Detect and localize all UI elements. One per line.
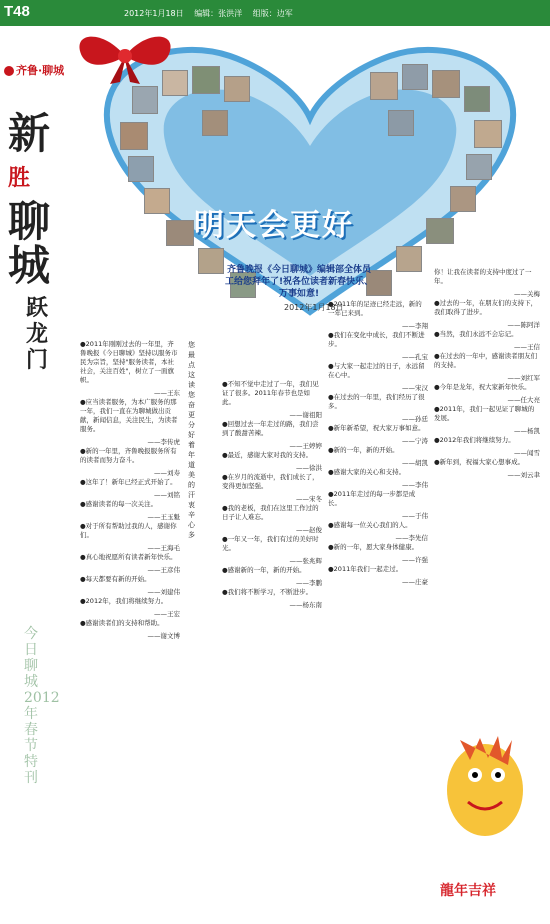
staff-photo bbox=[370, 72, 398, 100]
article-paragraph: ●我们将不断学习，不断进步。 bbox=[222, 588, 313, 596]
article-paragraph: ●2011年我们一起走过。 bbox=[328, 565, 403, 573]
article-paragraph: ●新年到，祝福大家心想事成。 bbox=[434, 458, 525, 466]
poem-char: 年 bbox=[188, 451, 195, 459]
article-signature: ——李翔 bbox=[402, 322, 428, 330]
article-paragraph: ●我们在变化中成长，我们不断进步。 bbox=[328, 331, 425, 348]
poem-char: 这 bbox=[188, 371, 195, 379]
masthead-title bbox=[8, 109, 70, 290]
article-paragraph: ●2011年刚刚过去的一年里，齐鲁晚报《今日聊城》坚持以服务市民为宗旨，坚持"服务读者，本社社会，关注百姓"，树立了一面旗帜。 bbox=[80, 340, 178, 384]
article-signature: ——于伟 bbox=[402, 512, 428, 520]
article-paragraph: ●在岁月的流逝中，我们成长了，变得更加坚强。 bbox=[222, 473, 319, 490]
page-number: T48 bbox=[4, 3, 30, 20]
article-paragraph: ●回想过去一年走过的路，我们尝到了酸甜苦辣。 bbox=[222, 420, 319, 437]
headline-slogan: 明天会更好 bbox=[194, 208, 354, 243]
article-signature: ——杨东南 bbox=[289, 601, 322, 609]
poem-char: 读 bbox=[188, 381, 195, 389]
article-paragraph: ●2011年，我们一起见证了聊城的发展。 bbox=[434, 405, 535, 422]
article-signature: ——庄豪 bbox=[402, 578, 428, 586]
article-paragraph: ●今年是龙年，祝大家新年快乐。 bbox=[434, 383, 531, 391]
article-signature: ——赵俊 bbox=[296, 526, 322, 534]
article-signature: ——王彦伟 bbox=[147, 566, 180, 574]
article-signature: ——宋汉 bbox=[402, 384, 428, 392]
newspaper-logo bbox=[4, 62, 64, 78]
article-signature: ——李伟 bbox=[402, 481, 428, 489]
article-signature: ——孔宝 bbox=[402, 353, 428, 361]
article-signature: ——刘寿 bbox=[154, 469, 180, 477]
title-char-1: 新 bbox=[8, 109, 51, 158]
article-signature: ——许强 bbox=[402, 556, 428, 564]
staff-photo bbox=[388, 110, 414, 136]
logo-text: 齐鲁·聊城 bbox=[16, 64, 65, 77]
staff-photo bbox=[132, 86, 158, 114]
poem-char: 心 bbox=[188, 521, 195, 529]
article-paragraph: ●2012年我们将继续努力。 bbox=[434, 436, 515, 444]
title-char-3: 城 bbox=[8, 241, 51, 290]
article-signature: ——孙廷 bbox=[402, 415, 428, 423]
article-paragraph: ●2011年的足迹已经走远，新的一年已来到。 bbox=[328, 300, 422, 317]
article-paragraph: ●新的一年，愿大家身体健康。 bbox=[328, 543, 419, 551]
article-column-2 bbox=[222, 380, 322, 920]
staff-photo bbox=[396, 246, 422, 272]
author-name bbox=[26, 296, 54, 374]
article-paragraph: ●在过去的一年里，我们经历了很多。 bbox=[328, 393, 425, 410]
staff-photo bbox=[128, 156, 154, 182]
article-paragraph: ●一年又一年，我们有过的美好时光。 bbox=[222, 535, 319, 552]
article-signature: ——谢文博 bbox=[147, 632, 180, 640]
article-signature: ——胡凯 bbox=[402, 459, 428, 467]
article-signature: ——王信 bbox=[514, 343, 540, 351]
article-signature: ——陈阿洋 bbox=[507, 321, 540, 329]
article-signature: ——刘云聿 bbox=[507, 471, 540, 479]
poem-char: 多 bbox=[188, 531, 195, 539]
article-signature: ——刘红军 bbox=[507, 374, 540, 382]
designer-credit: 组版：边军 bbox=[252, 9, 293, 18]
article-paragraph: ●不知不觉中走过了一年，我们见证了很多。2011年春节也是如此。 bbox=[222, 380, 319, 406]
staff-photo bbox=[202, 110, 228, 136]
article-paragraph: ●真心地祝愿所有读者新年快乐。 bbox=[80, 553, 177, 561]
article-signature: ——刘建伟 bbox=[147, 588, 180, 596]
staff-photo bbox=[402, 64, 428, 90]
header-meta bbox=[124, 8, 301, 19]
article-paragraph: ●在过去的一年中，感谢读者朋友们的支持。 bbox=[434, 352, 538, 369]
article-paragraph: ●当然，我们永远不会忘记。 bbox=[434, 330, 518, 338]
poem-char: 最 bbox=[188, 351, 195, 359]
article-signature: ——王东 bbox=[154, 389, 180, 397]
article-signature: ——李鹏 bbox=[296, 579, 322, 587]
article-paragraph: ●新的一年里，齐鲁晚报服务所有的读者而努力奋斗。 bbox=[80, 447, 177, 464]
poem-char: 您 bbox=[188, 391, 195, 399]
staff-photo bbox=[464, 86, 490, 112]
staff-photo bbox=[162, 70, 188, 96]
poem-char: 衷 bbox=[188, 501, 195, 509]
staff-photo bbox=[166, 220, 194, 246]
article-paragraph: ●每天都要有新的开始。 bbox=[80, 575, 151, 583]
article-paragraph: ●2012年，我们将继续努力。 bbox=[80, 597, 168, 605]
author-char: 跃 bbox=[26, 296, 49, 321]
poem-char: 辛 bbox=[188, 511, 195, 519]
poem-char: 更 bbox=[188, 411, 195, 419]
article-signature: ——刘铭 bbox=[154, 491, 180, 499]
poem-char: 汗 bbox=[188, 491, 195, 499]
article-paragraph: ●这年了！新年已经正式开始了。 bbox=[80, 478, 177, 486]
title-char-red: 胜 bbox=[8, 165, 31, 191]
article-signature: ——谢祖阳 bbox=[289, 411, 322, 419]
logo-icon bbox=[4, 66, 14, 76]
poem-char: 奋 bbox=[188, 401, 195, 409]
article-column-3 bbox=[328, 300, 428, 920]
article-column-1 bbox=[80, 340, 180, 920]
staff-photo bbox=[198, 248, 224, 274]
article-paragraph: ●新的一年，新的开始。 bbox=[328, 446, 399, 454]
poem-char: 美 bbox=[188, 471, 195, 479]
staff-photo bbox=[144, 188, 170, 214]
article-paragraph: ●过去的一年，在朋友们的支持下，我们取得了进步。 bbox=[434, 299, 538, 316]
article-signature: ——关梅 bbox=[514, 290, 540, 298]
dragon-mascot-icon bbox=[430, 720, 540, 870]
staff-photo bbox=[192, 66, 220, 94]
staff-photo bbox=[426, 218, 454, 244]
editor-credit: 编辑：张洪洋 bbox=[194, 9, 243, 18]
article-paragraph: ●感谢读者们的支持和帮助。 bbox=[80, 619, 164, 627]
poem-char: 分 bbox=[188, 421, 195, 429]
staff-photo bbox=[450, 186, 476, 212]
article-paragraph: ●与大家一起走过的日子，永远留在心中。 bbox=[328, 362, 425, 379]
article-paragraph: ●对于所有帮助过我的人，感谢你们。 bbox=[80, 522, 177, 539]
article-signature: ——闻雪 bbox=[514, 449, 540, 457]
staff-photo bbox=[224, 76, 250, 102]
vertical-poem bbox=[188, 340, 218, 540]
page-header bbox=[0, 0, 550, 26]
article-paragraph: ●感谢大家的关心和支持。 bbox=[328, 468, 406, 476]
poem-char: 道 bbox=[188, 461, 195, 469]
article-signature: ——张兆辉 bbox=[289, 557, 322, 565]
article-paragraph: ●感谢新的一年，新的开始。 bbox=[222, 566, 306, 574]
article-paragraph: ●我的老板，我们在这里工作过的日子让人难忘。 bbox=[222, 504, 319, 521]
article-paragraph: ●2011年走过的每一步都是成长。 bbox=[328, 490, 416, 507]
article-signature: ——李先信 bbox=[395, 534, 428, 542]
title-char-2: 聊 bbox=[8, 197, 51, 246]
article-paragraph: ●新年新希望，祝大家万事如意。 bbox=[328, 424, 425, 432]
article-signature: ——任大亮 bbox=[507, 396, 540, 404]
staff-photo bbox=[466, 154, 492, 180]
poem-char: 好 bbox=[188, 431, 195, 439]
poem-char: 着 bbox=[188, 441, 195, 449]
staff-photo bbox=[120, 122, 148, 150]
article-paragraph: ●最近，感谢大家对我的支持。 bbox=[222, 451, 313, 459]
article-paragraph: 你！让我在读者的支持中度过了一年。 bbox=[434, 268, 532, 285]
greeting-message: 齐鲁晚报《今日聊城》编辑部全体员工给您拜年了!祝各位读者新春快乐、万事如意! bbox=[224, 265, 374, 299]
article-signature: ——王宏 bbox=[154, 610, 180, 618]
left-masthead-column bbox=[0, 26, 70, 924]
poem-char: 的 bbox=[188, 481, 195, 489]
article-signature: ——王海毛 bbox=[147, 544, 180, 552]
article-signature: ——李传虎 bbox=[147, 438, 180, 446]
article-signature: ——宋冬 bbox=[296, 495, 322, 503]
article-paragraph: ●应当读者服务，为本广服务的那一年，我们一直在为聊城做出贡献，新闻信息，关注民生，为读者服务。 bbox=[80, 398, 178, 433]
greeting-date: 2012年1月18日 bbox=[284, 303, 344, 312]
article-signature: ——王玉魁 bbox=[147, 513, 180, 521]
poem-char: 您 bbox=[188, 341, 195, 349]
article-signature: ——徐洪 bbox=[296, 464, 322, 472]
author-char: 门 bbox=[26, 348, 49, 373]
article-column-4 bbox=[434, 268, 540, 718]
special-issue-tag: 今日聊城2012年春节特刊 bbox=[24, 626, 60, 786]
staff-photo bbox=[474, 120, 502, 148]
author-char: 龙 bbox=[26, 322, 49, 347]
dragon-year-badge: 龍年吉祥 bbox=[440, 883, 496, 899]
article-signature: ——杨凯 bbox=[514, 427, 540, 435]
poem-char: 点 bbox=[188, 361, 195, 369]
article-paragraph: ●感谢读者的每一次关注。 bbox=[80, 500, 158, 508]
article-paragraph: ●感谢每一位关心我们的人。 bbox=[328, 521, 412, 529]
article-signature: ——宁涛 bbox=[402, 437, 428, 445]
issue-date: 2012年1月18日 bbox=[124, 9, 184, 18]
article-signature: ——王婷婷 bbox=[289, 442, 322, 450]
staff-photo bbox=[432, 70, 460, 98]
